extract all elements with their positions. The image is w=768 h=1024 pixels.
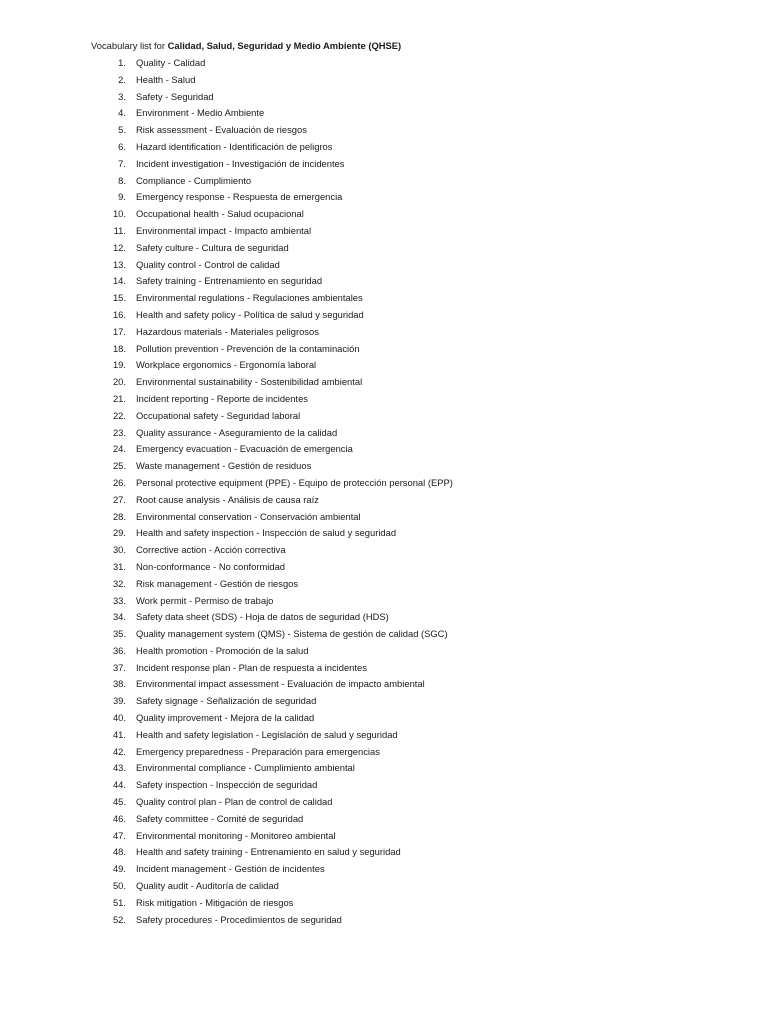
- document-heading: [91, 39, 401, 53]
- list-item-term: Environmental sustainability - Sostenibilidad ambiental: [136, 376, 363, 388]
- list-item-number: 32.: [112, 577, 126, 589]
- list-item-number: 5.: [118, 124, 126, 136]
- list-item-number: 16.: [112, 308, 126, 320]
- list-item-number: 17.: [112, 325, 126, 337]
- list-item-term: Safety procedures - Procedimientos de seguridad: [136, 913, 342, 925]
- list-item-term: Incident reporting - Reporte de incidentes: [136, 392, 308, 404]
- list-item-term: Safety data sheet (SDS) - Hoja de datos de seguridad (HDS): [136, 611, 389, 623]
- list-item-number: 3.: [118, 90, 126, 102]
- list-item-term: Safety culture - Cultura de seguridad: [136, 241, 289, 253]
- list-item-number: 12.: [112, 241, 126, 253]
- list-item-number: 27.: [112, 493, 126, 505]
- list-item-number: 2.: [118, 73, 126, 85]
- list-item-term: Health and safety training - Entrenamiento en salud y seguridad: [136, 846, 401, 858]
- list-item-number: 50.: [112, 880, 126, 892]
- list-item-number: 30.: [112, 544, 126, 556]
- list-item-number: 47.: [112, 829, 126, 841]
- list-item-term: Corrective action - Acción correctiva: [136, 544, 286, 556]
- list-item-number: 25.: [112, 460, 126, 472]
- list-item-number: 10.: [112, 208, 126, 220]
- list-item-term: Emergency evacuation - Evacuación de emergencia: [136, 443, 353, 455]
- list-item-number: 22.: [112, 409, 126, 421]
- list-item-term: Health and safety legislation - Legislación de salud y seguridad: [136, 728, 398, 740]
- list-item-term: Risk mitigation - Mitigación de riesgos: [136, 896, 294, 908]
- list-item-number: 11.: [113, 224, 126, 236]
- list-item-number: 38.: [112, 678, 126, 690]
- list-item-number: 44.: [112, 779, 126, 791]
- list-item-term: Root cause analysis - Análisis de causa raíz: [136, 493, 319, 505]
- list-item-number: 35.: [112, 628, 126, 640]
- list-item-term: Environmental conservation - Conservación ambiental: [136, 510, 361, 522]
- list-item-number: 42.: [112, 745, 126, 757]
- list-item-number: 1.: [118, 57, 126, 68]
- list-item-number: 24.: [112, 443, 126, 455]
- list-item-number: 45.: [112, 796, 126, 808]
- list-item-number: 40.: [112, 712, 126, 724]
- list-item-term: Safety inspection - Inspección de seguridad: [136, 779, 318, 791]
- list-item-term: Occupational health - Salud ocupacional: [136, 208, 304, 220]
- list-item-number: 4.: [118, 107, 126, 119]
- list-item-number: 15.: [112, 292, 126, 304]
- list-item-term: Environmental compliance - Cumplimiento ambiental: [136, 762, 355, 774]
- list-item-term: Hazard identification - Identificación de peligros: [136, 140, 333, 152]
- list-item-number: 34.: [112, 611, 126, 623]
- list-item-term: Health and safety inspection - Inspección de salud y seguridad: [136, 527, 397, 539]
- list-item-term: Quality control - Control de calidad: [136, 258, 280, 270]
- list-item-term: Safety signage - Señalización de seguridad: [136, 695, 317, 707]
- list-item-term: Safety - Seguridad: [136, 90, 214, 102]
- list-item-term: Incident response plan - Plan de respuesta a incidentes: [136, 661, 367, 673]
- list-item-term: Pollution prevention - Prevención de la contaminación: [136, 342, 360, 354]
- list-item-term: Emergency response - Respuesta de emergencia: [136, 191, 343, 203]
- list-item-number: 20.: [112, 376, 126, 388]
- list-item-number: 19.: [112, 359, 126, 371]
- list-item-number: 7.: [118, 157, 126, 169]
- heading-title: Calidad, Salud, Seguridad y Medio Ambiente (QHSE): [167, 40, 402, 51]
- list-item-term: Hazardous materials - Materiales peligrosos: [136, 325, 319, 337]
- list-item-term: Environmental monitoring - Monitoreo ambiental: [136, 829, 336, 841]
- list-item-term: Quality audit - Auditoría de calidad: [136, 880, 279, 892]
- list-item-number: 31.: [112, 560, 126, 572]
- list-item-number: 9.: [118, 191, 126, 203]
- list-item-number: 23.: [112, 426, 126, 438]
- list-item-number: 37.: [112, 661, 126, 673]
- list-item-number: 36.: [112, 644, 126, 656]
- list-item-number: 6.: [118, 140, 126, 152]
- list-item-number: 28.: [112, 510, 126, 522]
- list-item-number: 29.: [112, 527, 126, 539]
- list-item-term: Workplace ergonomics - Ergonomía laboral: [136, 359, 317, 371]
- list-item-number: 46.: [112, 812, 126, 824]
- list-item-number: 8.: [118, 174, 126, 186]
- list-item-term: Incident investigation - Investigación de incidentes: [136, 157, 345, 169]
- list-item-term: Waste management - Gestión de residuos: [136, 460, 312, 472]
- list-item-term: Health and safety policy - Política de salud y seguridad: [136, 308, 364, 320]
- list-item-term: Quality assurance - Aseguramiento de la calidad: [136, 426, 338, 438]
- list-item-term: Emergency preparedness - Preparación para emergencias: [136, 745, 380, 757]
- list-item-term: Environmental impact - Impacto ambiental: [136, 224, 312, 236]
- heading-prefix: Vocabulary list for: [91, 40, 168, 51]
- list-item-term: Risk management - Gestión de riesgos: [136, 577, 299, 589]
- list-item-term: Occupational safety - Seguridad laboral: [136, 409, 301, 421]
- list-item-term: Environmental impact assessment - Evaluación de impacto ambiental: [136, 678, 425, 690]
- list-item-term: Environment - Medio Ambiente: [136, 107, 265, 119]
- list-item-number: 13.: [112, 258, 126, 270]
- list-item-number: 18.: [112, 342, 126, 354]
- list-item-number: 33.: [112, 594, 126, 606]
- list-item-number: 51.: [112, 896, 126, 908]
- list-item-term: Quality management system (QMS) - Sistema de gestión de calidad (SGC): [136, 628, 448, 640]
- list-item-term: Safety committee - Comité de seguridad: [136, 812, 304, 824]
- list-item-term: Quality improvement - Mejora de la calidad: [136, 712, 315, 724]
- list-item-term: Work permit - Permiso de trabajo: [136, 594, 274, 606]
- list-item-term: Incident management - Gestión de incidentes: [136, 863, 325, 875]
- list-item-number: 48.: [112, 846, 126, 858]
- list-item-number: 52.: [112, 913, 126, 925]
- list-item-term: Environmental regulations - Regulaciones ambientales: [136, 292, 363, 304]
- list-item-number: 41.: [112, 728, 126, 740]
- list-item-term: Safety training - Entrenamiento en seguridad: [136, 275, 323, 287]
- list-item-term: Risk assessment - Evaluación de riesgos: [136, 124, 307, 136]
- list-item-term: Non-conformance - No conformidad: [136, 560, 286, 572]
- list-item-term: Health promotion - Promoción de la salud: [136, 644, 309, 656]
- list-item-number: 49.: [112, 863, 126, 875]
- list-item-number: 21.: [112, 392, 126, 404]
- list-item-term: Personal protective equipment (PPE) - Equipo de protección personal (EPP): [136, 476, 453, 488]
- list-item-number: 14.: [112, 275, 126, 287]
- list-item-number: 43.: [112, 762, 126, 774]
- list-item-term: Compliance - Cumplimiento: [136, 174, 252, 186]
- list-item-term: Quality - Calidad: [136, 57, 206, 68]
- list-item-term: Quality control plan - Plan de control de calidad: [136, 796, 333, 808]
- list-item-number: 39.: [112, 695, 126, 707]
- list-item-number: 26.: [112, 476, 126, 488]
- list-item-term: Health - Salud: [136, 73, 196, 85]
